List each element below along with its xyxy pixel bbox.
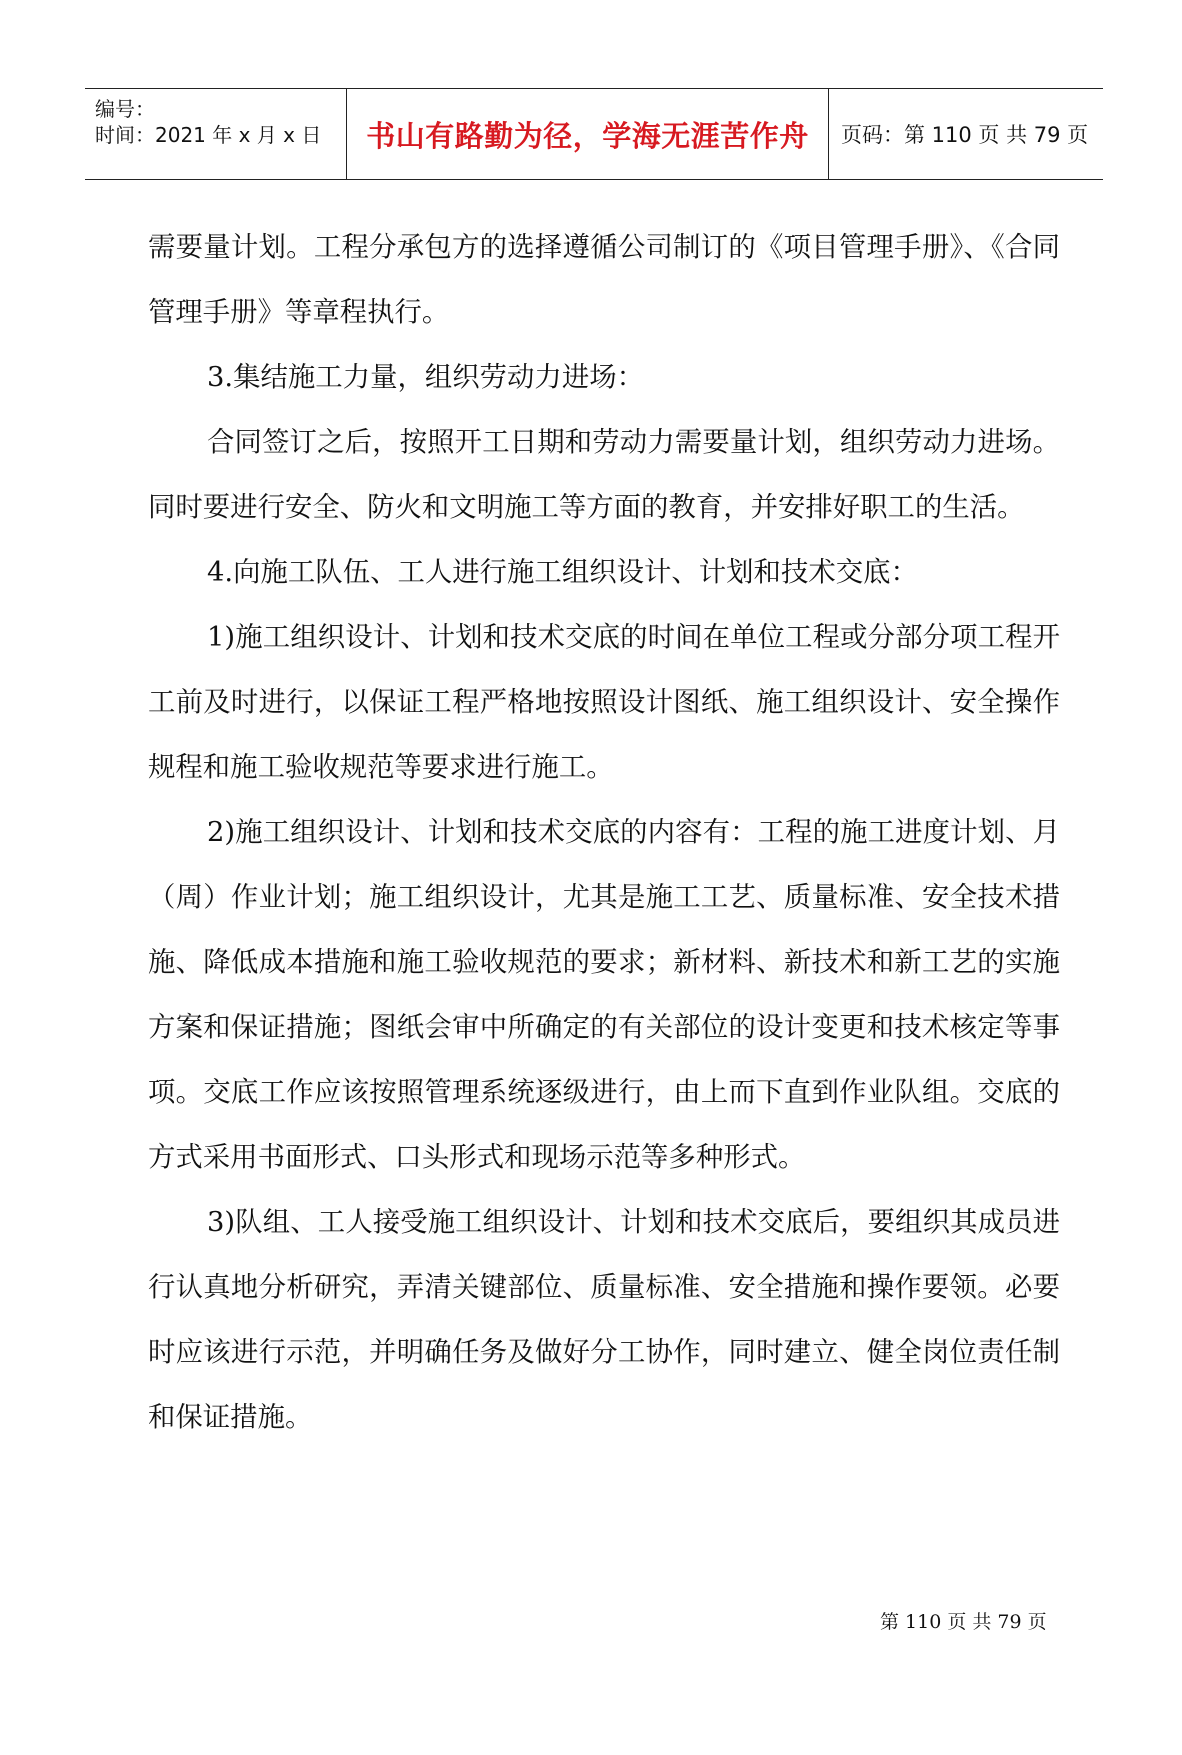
list-item-1: 1)施工组织设计、计划和技术交底的时间在单位工程或分部分项工程开工前及时进行，以保证工程严格地按照设计图纸、施工组织设计、安全操作规程和施工验收规范等要求进行施工。 <box>148 622 1060 783</box>
header-page-code: 页码：第 110 页 共 79 页 <box>841 123 1089 147</box>
header-motto: 书山有路勤为径，学海无涯苦作舟 <box>347 89 829 179</box>
paragraph-continuation: 需要量计划。工程分承包方的选择遵循公司制订的《项目管理手册》、《合同管理手册》等章程执行。 <box>148 232 1060 328</box>
section-heading-3: 3.集结施工力量，组织劳动力进场： <box>207 362 644 393</box>
page-header <box>85 88 1103 180</box>
list-item-2: 2)施工组织设计、计划和技术交底的内容有：工程的施工进度计划、月（周）作业计划；施工组织设计，尤其是施工工艺、质量标准、安全技术措施、降低成本措施和施工验收规范的要求；新材料、新技术和新工艺的实施方案和保证措施；图纸会审中所确定的有关部位的设计变更和技术核定等事项。交底工作应该按照管理系统逐级进行，由上而下直到作业队组。交底的方式采用书面形式、口头形式和现场示范等多种形式。 <box>148 817 1060 1173</box>
paragraph: 合同签订之后，按照开工日期和劳动力需要量计划，组织劳动力进场。同时要进行安全、防火和文明施工等方面的教育，并安排好职工的生活。 <box>148 427 1060 523</box>
header-meta <box>85 89 347 179</box>
list-item-3: 3)队组、工人接受施工组织设计、计划和技术交底后，要组织其成员进行认真地分析研究，弄清关键部位、质量标准、安全措施和操作要领。必要时应该进行示范，并明确任务及做好分工协作，同时建立、健全岗位责任制和保证措施。 <box>148 1207 1060 1433</box>
document-number-label: 编号： <box>95 97 155 121</box>
section-heading-4: 4.向施工队伍、工人进行施工组织设计、计划和技术交底： <box>207 557 918 588</box>
page-footer: 第 110 页 共 79 页 <box>880 1611 1047 1633</box>
document-body <box>148 215 1060 1450</box>
document-date: 时间：2021 年 x 月 x 日 <box>95 123 322 147</box>
